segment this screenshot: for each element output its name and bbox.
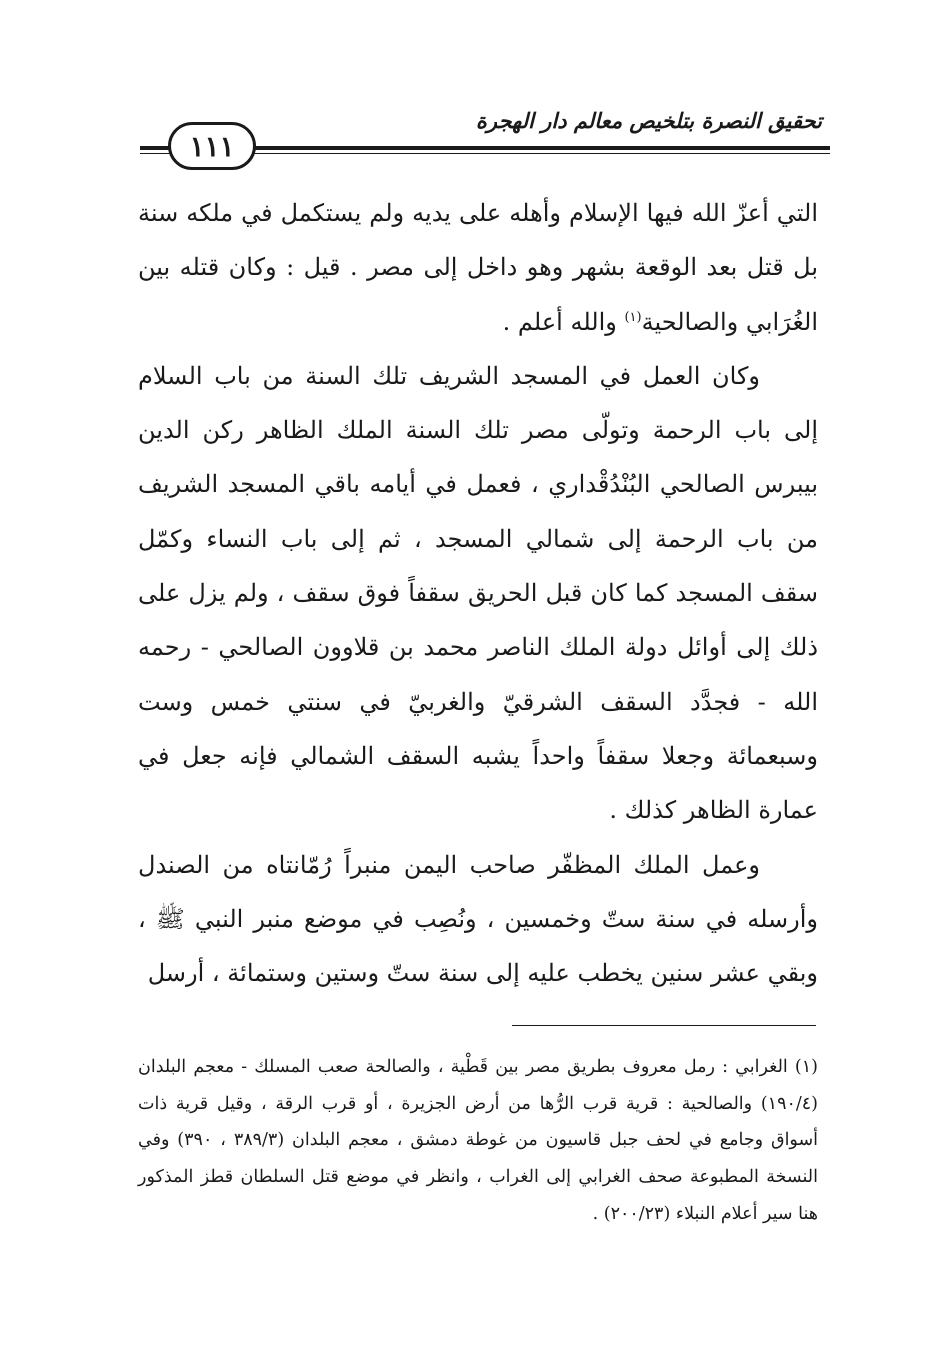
page-number: ١١١ (189, 129, 235, 163)
running-title: تحقيق النصرة بتلخيص معالم دار الهجرة (475, 108, 822, 133)
header-rule-thick (245, 146, 830, 150)
footnote-1: (١) الغرابي : رمل معروف بطريق مصر بين قَطْية ، والصالحة صعب المسلك - معجم البلدان (١٩٠/٤) والصالحية : قرية قرب الرُّها من أرض الجزيرة ، أو قرب الرقة ، وقيل قرية ذات أسواق وجامع في لحف جبل قاسيون من غوطة دمشق ، معجم البلدان (٣٨٩/٣ ، ٣٩٠) وفي النسخة المطبوعة صحف الغرابي إلى الغراب ، وانظر في موضع قتل السلطان قطز المذكور هنا سير أعلام النبلاء (٢٠٠/٢٣) . (138, 1057, 819, 1224)
paragraph-1-text: التي أعزّ الله فيها الإسلام وأهله على يديه ولم يستكمل في ملكه سنة بل قتل بعد الوقعة بشهر وهو داخل إلى مصر . قيل : وكان قتله بين الغُرَابي والصالحية (138, 199, 818, 336)
main-text (138, 186, 818, 1000)
header-rule-thin (245, 153, 830, 154)
paragraph-1 (138, 186, 818, 349)
header-rule-left-thin (140, 153, 170, 154)
footnotes (138, 1049, 818, 1233)
footnote-ref-1: (١) (624, 309, 642, 325)
page-header (140, 100, 830, 190)
paragraph-3: وعمل الملك المظفّر صاحب اليمن منبراً رُمّانتاه من الصندل وأرسله في سنة ستّ وخمسين ، ونُصِب في موضع منبر النبي ﷺ ، وبقي عشر سنين يخطب عليه إلى سنة ستّ وستين وستمائة ، أرسل (138, 850, 818, 988)
page-number-frame (168, 122, 256, 170)
paragraph-1-tail: والله أعلم . (502, 307, 625, 336)
paragraph-2: وكان العمل في المسجد الشريف تلك السنة من باب السلام إلى باب الرحمة وتولّى مصر تلك السنة الملك الظاهر ركن الدين بيبرس الصالحي البُنْدُقْداري ، فعمل في أيامه باقي المسجد الشريف من باب الرحمة إلى شمالي المسجد ، ثم إلى باب النساء وكمّل سقف المسجد كما كان قبل الحريق سقفاً فوق سقف ، ولم يزل على ذلك إلى أوائل دولة الملك الناصر محمد بن قلاوون الصالحي - رحمه الله - فجدَّد السقف الشرقيّ والغربيّ في سنتي خمس وست وسبعمائة وجعلا سقفاً واحداً يشبه السقف الشمالي فإنه جعل في عمارة الظاهر كذلك . (138, 361, 819, 825)
footnote-separator (512, 1025, 816, 1026)
header-rule-left (140, 146, 170, 150)
